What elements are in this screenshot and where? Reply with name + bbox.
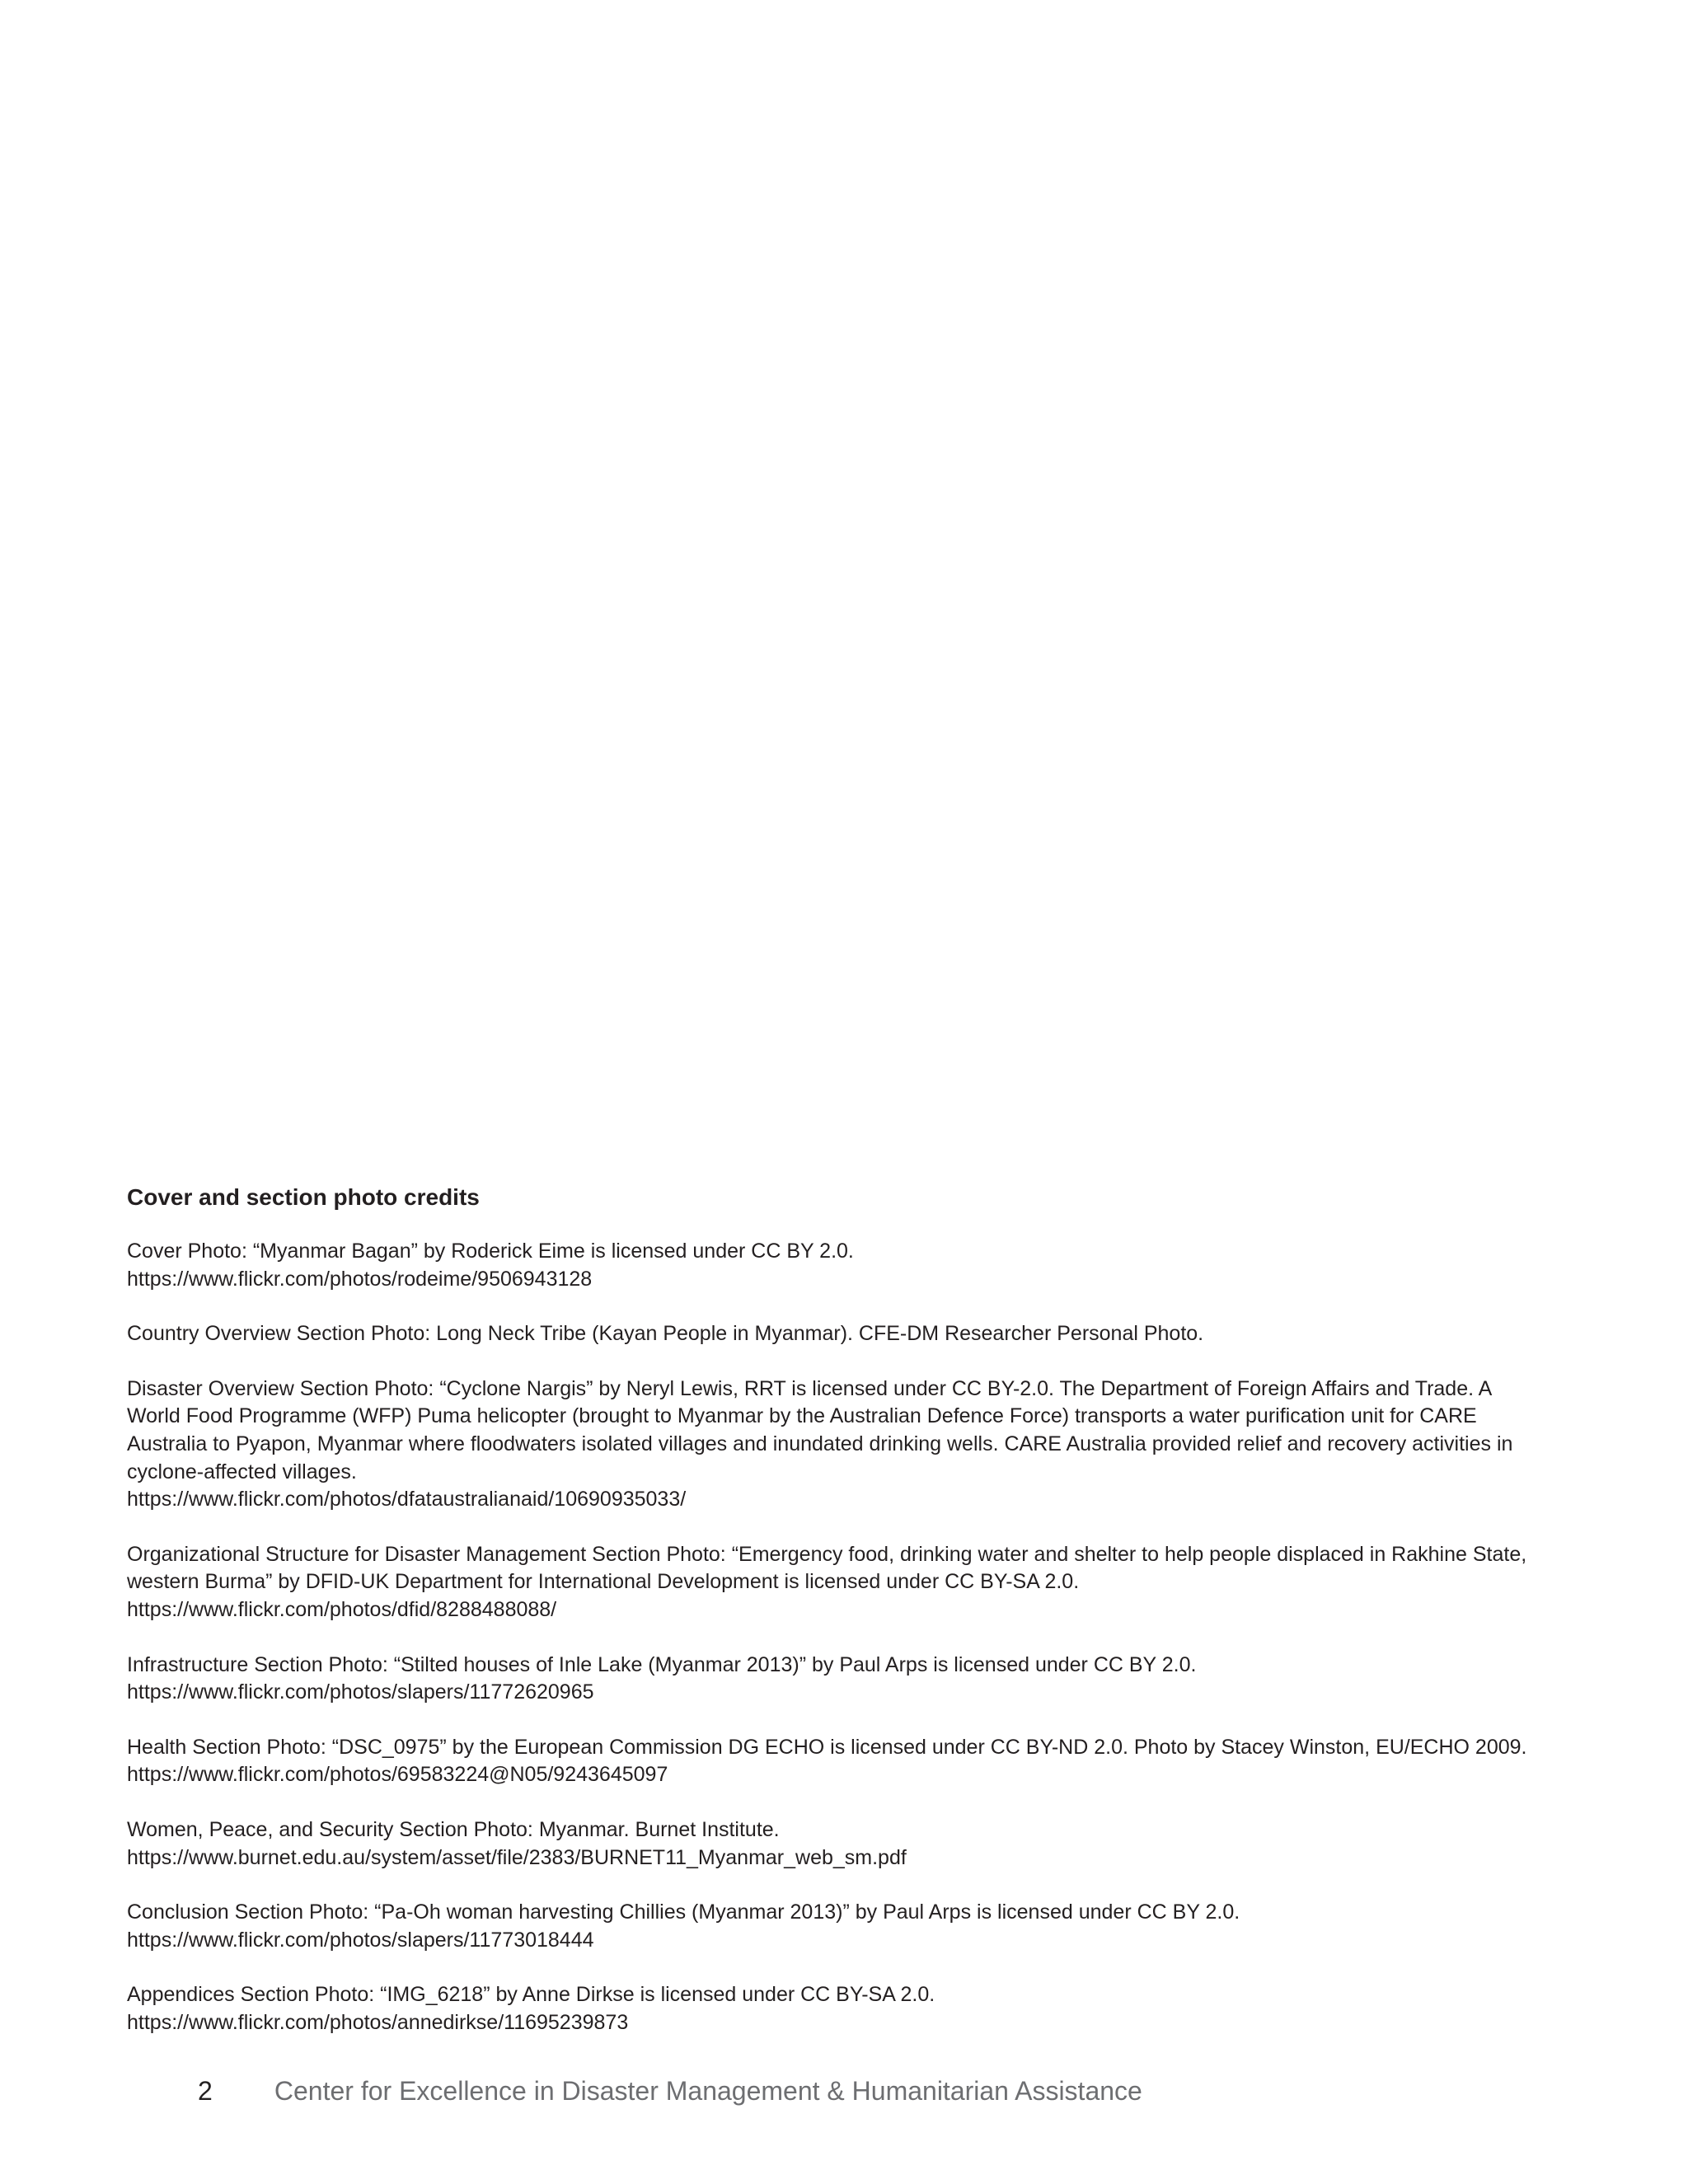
credit-url[interactable]: https://www.burnet.edu.au/system/asset/file/2383/BURNET11_Myanmar_web_sm.pdf [127,1845,907,1869]
footer-organization-name: Center for Excellence in Disaster Management & Humanitarian Assistance [274,2076,1142,2106]
credit-url[interactable]: https://www.flickr.com/photos/annedirkse/11695239873 [127,2010,629,2034]
credit-text: Disaster Overview Section Photo: “Cyclone Nargis” by Neryl Lewis, RRT is licensed under CC BY-2.0. The Department of Foreign Affairs and Trade. A World Food Programme (WFP) Puma helicopter (brought to Myanmar by the Australian Defence Force) transports a water purification unit for CARE Australia to Pyapon, Myanmar where floodwaters isolated villages and inundated drinking wells. CARE Australia provided relief and recovery activities in cyclone-affected villages. [127,1376,1513,1483]
credit-entry-women-peace-security [127,1816,1545,1872]
credit-entry-health [127,1734,1545,1789]
credits-heading: Cover and section photo credits [127,1184,480,1210]
credit-text: Health Section Photo: “DSC_0975” by the European Commission DG ECHO is licensed under CC BY-ND 2.0. Photo by Stacey Winston, EU/ECHO 2009. [127,1735,1527,1759]
page-footer [198,2074,1142,2107]
credit-text: Conclusion Section Photo: “Pa-Oh woman harvesting Chillies (Myanmar 2013)” by Paul Arps is licensed under CC BY 2.0. [127,1900,1240,1924]
credit-entry-infrastructure [127,1652,1545,1707]
credit-url[interactable]: https://www.flickr.com/photos/slapers/11772620965 [127,1680,594,1704]
credit-url[interactable]: https://www.flickr.com/photos/rodeime/9506943128 [127,1267,593,1291]
credit-url[interactable]: https://www.flickr.com/photos/slapers/11773018444 [127,1928,594,1952]
credit-text: Cover Photo: “Myanmar Bagan” by Roderick Eime is licensed under CC BY 2.0. [127,1240,854,1263]
credit-url[interactable]: https://www.flickr.com/photos/69583224@N05/9243645097 [127,1763,668,1787]
photo-credits-section [127,1183,1545,2064]
credit-url[interactable]: https://www.flickr.com/photos/dfid/8288488088/ [127,1597,557,1621]
credit-entry-organizational-structure [127,1541,1545,1624]
credit-url[interactable]: https://www.flickr.com/photos/dfataustralianaid/10690935033/ [127,1488,687,1511]
credit-text: Appendices Section Photo: “IMG_6218” by Anne Dirkse is licensed under CC BY-SA 2.0. [127,1983,935,2007]
credit-entry-disaster-overview [127,1376,1545,1514]
credit-entry-cover [127,1238,1545,1293]
page-number: 2 [198,2076,213,2106]
credit-entry-conclusion [127,1899,1545,1954]
credit-text: Women, Peace, and Security Section Photo: Myanmar. Burnet Institute. [127,1817,780,1841]
credit-entry-appendices [127,1981,1545,2036]
credit-text: Infrastructure Section Photo: “Stilted houses of Inle Lake (Myanmar 2013)” by Paul Arps is licensed under CC BY 2.0. [127,1652,1197,1676]
credit-text: Organizational Structure for Disaster Management Section Photo: “Emergency food, drinking water and shelter to help people displaced in Rakhine State, western Burma” by DFID-UK Department for International Development is licensed under CC BY-SA 2.0. [127,1542,1527,1594]
credit-text: Country Overview Section Photo: Long Neck Tribe (Kayan People in Myanmar). CFE-DM Researcher Personal Photo. [127,1322,1204,1346]
credit-entry-country-overview [127,1320,1545,1348]
